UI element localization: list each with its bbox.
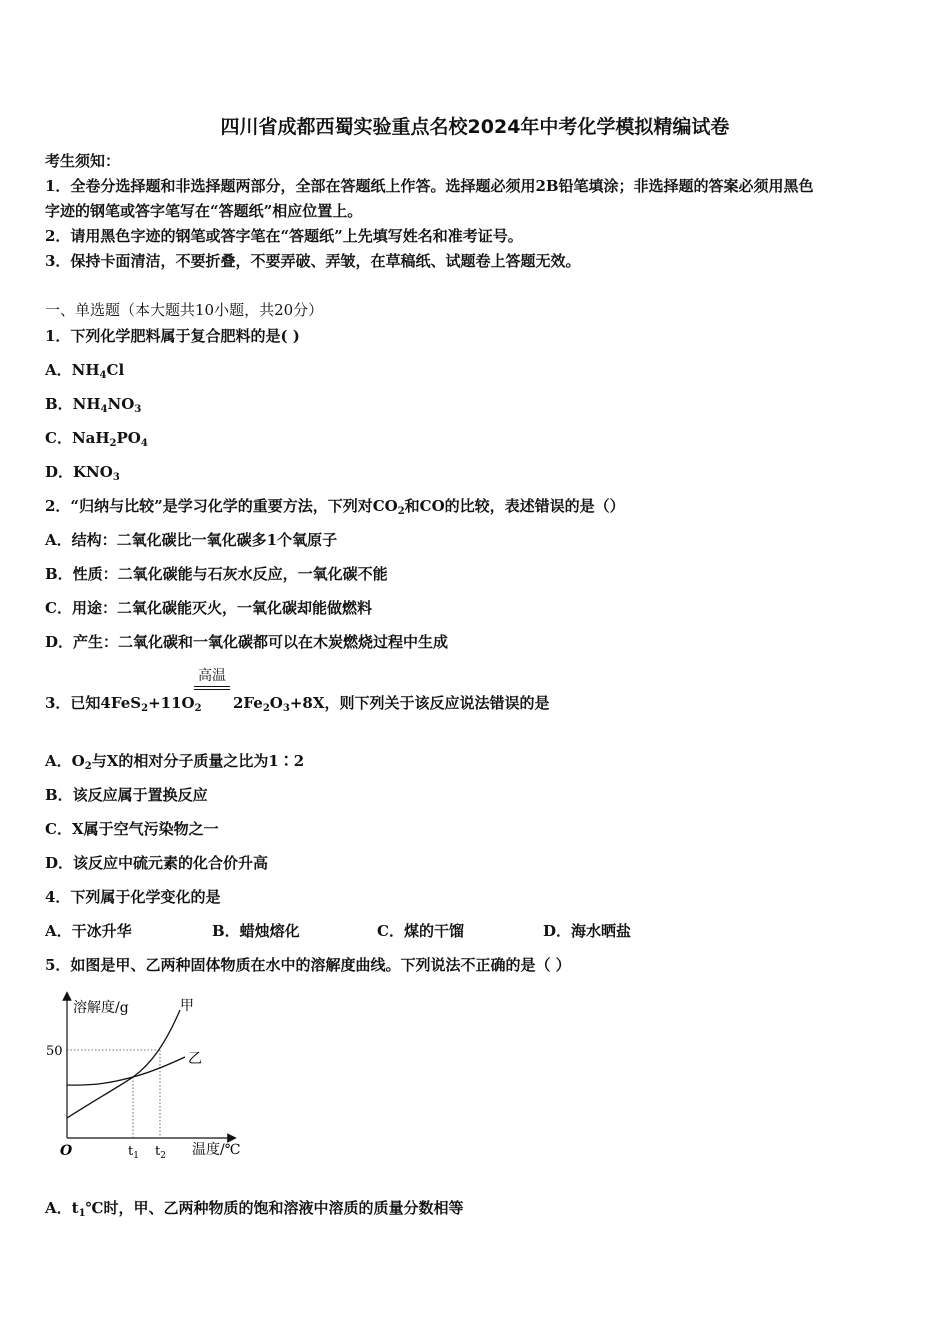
solubility-curve-graph — [40, 990, 260, 1170]
curve-jia-label: 甲 — [180, 998, 194, 1014]
question-2-option-d: D．产生：二氧化碳和一氧化碳都可以在木炭燃烧过程中生成 — [45, 633, 449, 651]
question-4-option-a: A．干冰升华 — [45, 922, 132, 940]
question-4-option-b: B．蜡烛熔化 — [212, 922, 300, 940]
question-3-option-a: A．$O_2$与X的相对分子质量之比为1∶2 — [45, 752, 305, 772]
question-2-option-c: C．用途：二氧化碳能灭火，一氧化碳却能做燃料 — [45, 599, 372, 617]
notice-heading: 考生须知： — [45, 152, 121, 170]
question-3-option-b: B．该反应属于置换反应 — [45, 786, 208, 804]
question-1-option-c: C．$NaH_2PO_4$ — [45, 429, 148, 449]
reaction-condition: 高温 — [194, 667, 230, 690]
x-tick-t1: $t_1$ — [128, 1144, 139, 1161]
curve-yi-label: 乙 — [188, 1051, 202, 1067]
question-3-option-c: C．X属于空气污染物之一 — [45, 820, 219, 838]
question-4-option-c: C．煤的干馏 — [377, 922, 464, 940]
x-axis-label: 温度/℃ — [192, 1142, 241, 1158]
question-1-option-b: B．$NH_4NO_3$ — [45, 395, 142, 415]
question-1-option-d: D．$KNO_3$ — [45, 463, 120, 483]
notice-item-3: 3．保持卡面清洁，不要折叠，不要弄破、弄皱，在草稿纸、试题卷上答题无效。 — [45, 252, 581, 270]
y-tick-50: 50 — [46, 1044, 63, 1059]
question-3-stem-right: $2Fe_2O_3+8X$，则下列关于该反应说法错误的是 — [233, 694, 550, 714]
notice-item-1-line-2: 字迹的钢笔或答字笔写在“答题纸”相应位置上。 — [45, 202, 363, 220]
exam-title: 四川省成都西蜀实验重点名校2024年中考化学模拟精编试卷 — [220, 116, 730, 138]
question-2-option-a: A．结构：二氧化碳比一氧化碳多1个氧原子 — [45, 531, 338, 549]
question-5-option-a: A．$t_1℃$时，甲、乙两种物质的饱和溶液中溶质的质量分数相等 — [45, 1199, 464, 1219]
notice-item-1-line-1: 1．全卷分选择题和非选择题两部分，全部在答题纸上作答。选择题必须用2B铅笔填涂；非选择题的答案必须用黑色 — [45, 177, 814, 195]
x-tick-t2: $t_2$ — [155, 1144, 166, 1161]
question-5-stem: 5．如图是甲、乙两种固体物质在水中的溶解度曲线。下列说法不正确的是（ ） — [45, 956, 571, 974]
question-4-option-d: D．海水晒盐 — [543, 922, 632, 940]
question-3-stem-left: 3．已知$4FeS_2+11O_2$ — [45, 694, 202, 714]
question-2-option-b: B．性质：二氧化碳能与石灰水反应，一氧化碳不能 — [45, 565, 388, 583]
question-3-option-d: D．该反应中硫元素的化合价升高 — [45, 854, 269, 872]
question-2-stem: 2．“归纳与比较”是学习化学的重要方法，下列对$CO_2$和CO的比较，表述错误的是（） — [45, 497, 625, 517]
notice-item-2: 2．请用黑色字迹的钢笔或答字笔在“答题纸”上先填写姓名和准考证号。 — [45, 227, 523, 245]
question-1-stem: 1．下列化学肥料属于复合肥料的是( ) — [45, 327, 300, 345]
question-1-option-a: A．$NH_4Cl$ — [45, 361, 125, 381]
origin-label: O — [60, 1143, 73, 1159]
curve-jia — [67, 1010, 180, 1118]
y-axis-label: 溶解度/g — [73, 1000, 129, 1016]
section-heading: 一、单选题（本大题共10小题，共20分） — [45, 301, 324, 319]
question-4-stem: 4．下列属于化学变化的是 — [45, 888, 221, 906]
